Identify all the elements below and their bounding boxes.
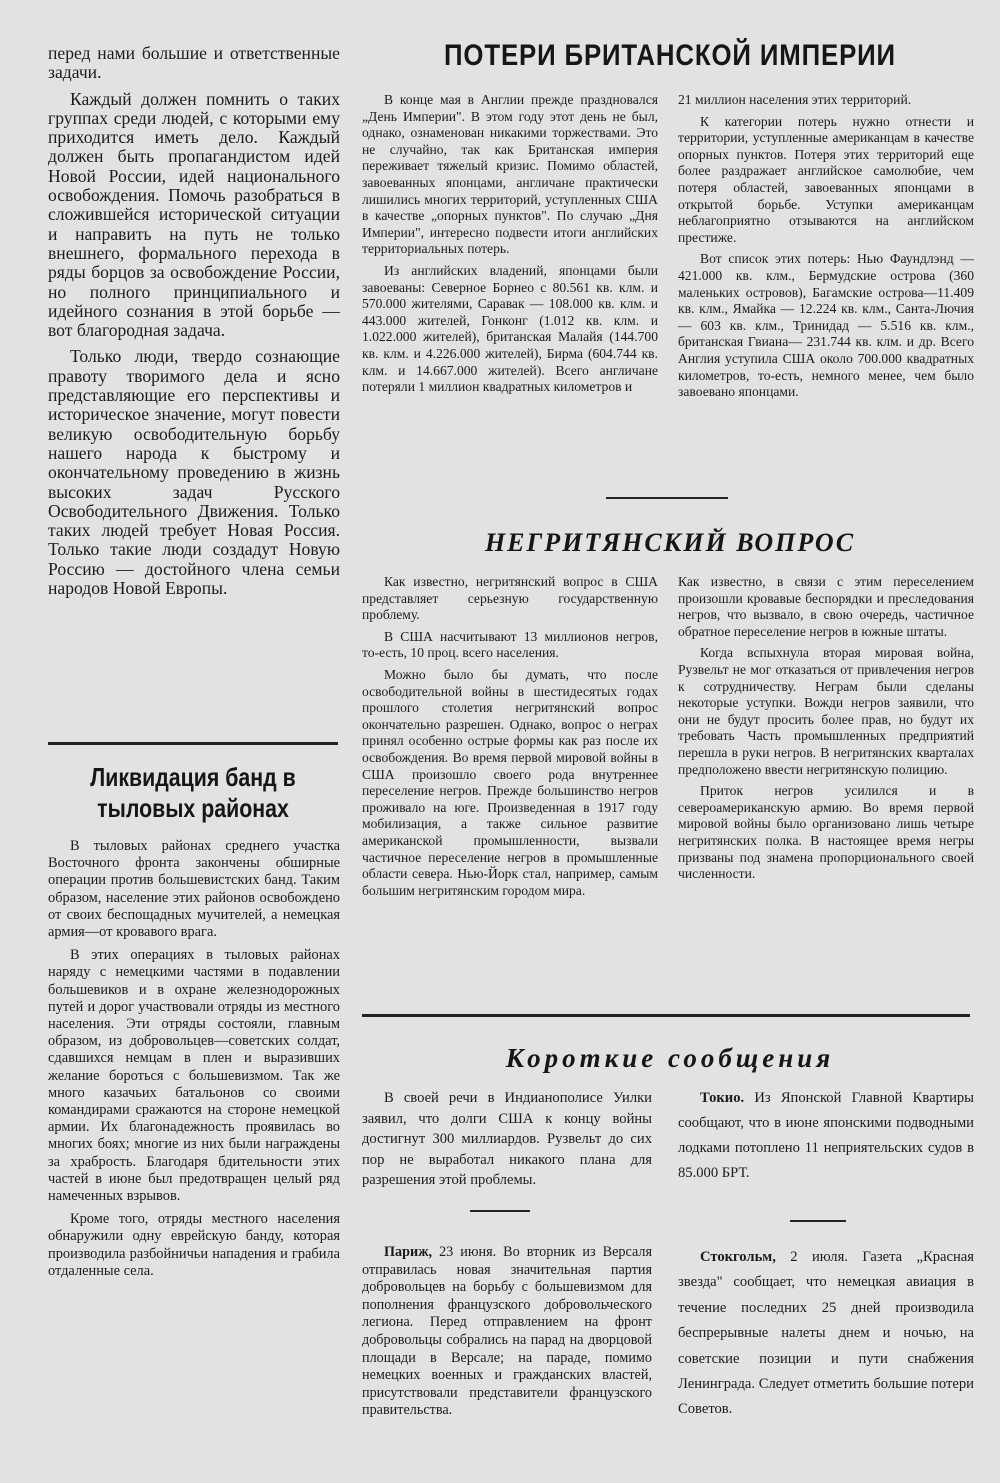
section-rule [606, 497, 728, 499]
dateline-city: Стокгольм, [700, 1249, 776, 1265]
paragraph: 2 июля. Газета „Красная звезда" сообщает, что немецкая авиация в течение последних 25 дней производила беспрерывные налеты днем и ночью, на советские позиции и пути снабжения Ленинграда. Следует отметить большие потери Советов. [678, 1249, 974, 1418]
paragraph: Только люди, твердо сознающие правоту творимого дела и ясно представляющие его перспективы и историческое значение, могут повести великую освободительную борьбу нашего народа к быстрому и окончательному проведению в жизнь высоких задач Русского Освободительного Движения. Только таких людей требует Новая Россия. Только такие люди создадут Новую Россию — достойного члена семьи народов Новой Европы. [48, 346, 340, 599]
news-item-stockholm [678, 1245, 974, 1429]
negro-column-2 [678, 574, 974, 888]
paragraph: Приток негров усилился и в североамериканскую армию. Во время первой мировой войны было организовано лишь четыре негритянских полка. В настоящее время негры призваны под знамена пропорционального своей численности. [678, 783, 974, 882]
headline-empire: ПОТЕРИ БРИТАНСКОЙ ИМПЕРИИ [444, 39, 896, 72]
separator-rule [470, 1210, 530, 1212]
paragraph: Когда вспыхнула вторая мировая война, Рузвельт не мог отказаться от привлечения негров к сотрудничеству. Неграм были сделаны некоторые уступки. Вожди негров заявили, что они не будут просить более прав, но будут их требовать Часть промышленных предприятий перешла в руки негров. В негритянских кварталах предположено ввести негритянскую полицию. [678, 645, 974, 777]
dateline-city: Париж, [384, 1244, 433, 1260]
news-item-paris [362, 1244, 652, 1420]
section-rule [362, 1014, 970, 1017]
paragraph: К категории потерь нужно отнести и территории, уступленные американцам в качестве опорных пунктов. Потеря этих территорий еще более раздражает английское самолюбие, чем потеря областей, завоеванных японцами в открытой борьбе. Уступки американцам неблагоприятно отзываются на английском престиже. [678, 113, 974, 245]
column-divider [48, 742, 338, 745]
empire-column-2 [678, 92, 974, 406]
separator-rule [790, 1220, 846, 1222]
left-continuation-article [48, 44, 340, 605]
paragraph: В своей речи в Индианополисе Уилки заявил, что долги США к концу войны достигнут 300 миллиардов. Рузвельт до сих пор не выработал никакого плана для разрешения этой проблемы. [362, 1090, 652, 1189]
news-item-tokyo [678, 1086, 974, 1192]
paragraph: Каждый должен помнить о таких группах среди людей, с которыми ему приходится иметь дело. Каждый должен быть пропагандистом идей Новой России, идей национального освобождения. Помочь разобраться в сложившейся исторической ситуации и направить на путь не только внешнего, формального перехода в ряды борцов за освобождение России, но полного принципиального и идейного сознания в этой борьбе — вот благородная задача. [48, 88, 340, 341]
dateline-city: Токио. [700, 1090, 745, 1106]
paragraph: 23 июня. Во вторник из Версаля отправилась новая значительная партия добровольцев на борьбу с большевизмом для пополнения французского добровольческого легиона. Перед отправлением на фронт добровольцы собрались на парад на дворцовой площади в Версале; на параде, помимо немецких военных и гражданских властей, присутствовали представители французского правительства. [362, 1244, 652, 1419]
negro-column-1 [362, 574, 658, 904]
bands-article [48, 838, 340, 1286]
paragraph: Как известно, в связи с этим переселением произошли кровавые беспорядки и преследования негров, что вызвало, в свою очередь, частичное обратное переселение негров в южные штаты. [678, 574, 974, 639]
paragraph: В этих операциях в тыловых районах наряду с немецкими частями в подавлении большевиков и в охране железнодорожных путей и дорог участвовали отряды из местного населения. Эти отряды состояли, главным образом, из добровольцев—советских солдат, сдавшихся немцам в плен и выразивших желание бороться с большевизмом. Так же много казачьих батальонов со своими командирами сражаются на стороне немецкой армии. Их благонадежность проявилась во многих боях; многие из них были награждены за храбрость. Благодаря бдительности этих частей в июне был предотвращен целый ряд намеченных взрывов. [48, 947, 340, 1205]
paragraph: В США насчитывают 13 миллионов негров, то-есть, 10 проц. всего населения. [362, 628, 658, 661]
continuation-text: перед нами большие и ответственные задачи. [48, 43, 340, 83]
paragraph: 21 миллион населения этих территорий. [678, 92, 912, 107]
paragraph: Можно было бы думать, что после освободительной войны в шестидесятых годах прошлого столетия негритянский вопрос окончательно разрешен. Однако, вопрос о неграх принял особенно острые формы как раз после их освобождения. Во время первой мировой войны в США произошло своего рода внутреннее переселение негров. Прежде большинство негров проживало на юге. Произведенная в 1917 году мобилизация, а также сильное развитие американской промышленности, вызвали частичное переселение негров в промышленные области севера. Нью-Йорк стал, например, самым большим негритянским городом мира. [362, 666, 658, 898]
news-item-indianapolis [362, 1088, 652, 1197]
headline-negro-question: НЕГРИТЯНСКИЙ ВОПРОС [484, 528, 856, 557]
paragraph: Кроме того, отряды местного населения обнаружили одну еврейскую банду, которая производила разбойничьи нападения и грабила отдаленные села. [48, 1211, 340, 1279]
paragraph: В конце мая в Англии прежде праздновался „День Империи". В этом году этот день не был, однако, ознаменован никакими торжествами. Это не случайно, так как Британская империя переживает тяжелый кризис. Помимо областей, завоеванных японцами, англичане практически лишились многих территорий, уступленных США в качестве „опорных пунктов". По случаю „Дня Империи", интересно подвести итоги английских территориальных потерь. [362, 92, 658, 257]
headline-bands: Ликвидация банд в тыловых районах [90, 762, 296, 823]
paragraph: Вот список этих потерь: Нью Фаундлэнд — 421.000 кв. клм., Бермудские острова (360 маленьких островов), Багамские острова—11.409 кв. клм., Ямайка — 12.224 кв. клм., Санта-Лючия — 603 кв. клм., Тринидад — 5.516 кв. клм., британская Гвиана— 231.744 кв. клм. и др. Всего Англия уступила США около 700.000 квадратных километров, то-есть, немного менее, чем было завоевано японцами. [678, 251, 974, 400]
headline-short-news: Короткие сообщения [505, 1043, 835, 1073]
paragraph: Из Японской Главной Квартиры сообщают, что в июне японскими подводными лодками потоплено 11 неприятельских судов в 85.000 БРТ. [678, 1090, 974, 1181]
paragraph: В тыловых районах среднего участка Восточного фронта закончены обширные операции против большевистских банд. Таким образом, население этих районов освобождено от своих беспощадных мучителей, а немецкая армия—от кровавого врага. [48, 838, 340, 941]
paragraph: Как известно, негритянский вопрос в США представляет серьезную государственную проблему. [362, 574, 658, 623]
paragraph: Из английских владений, японцами были завоеваны: Северное Борнео с 80.561 кв. клм. и 570.000 жителями, Саравак — 108.000 кв. клм. и 443.000 жителей, Гонконг (1.012 кв. клм. и 1.022.000 жителей), британская Малайя (144.700 кв. клм. и 4.226.000 жителей), Бирма (604.744 кв. клм. и 14.667.000 жителей). Всего англичане потеряли 1 миллион квадратных километров и [362, 262, 658, 395]
empire-column-1 [362, 92, 658, 401]
